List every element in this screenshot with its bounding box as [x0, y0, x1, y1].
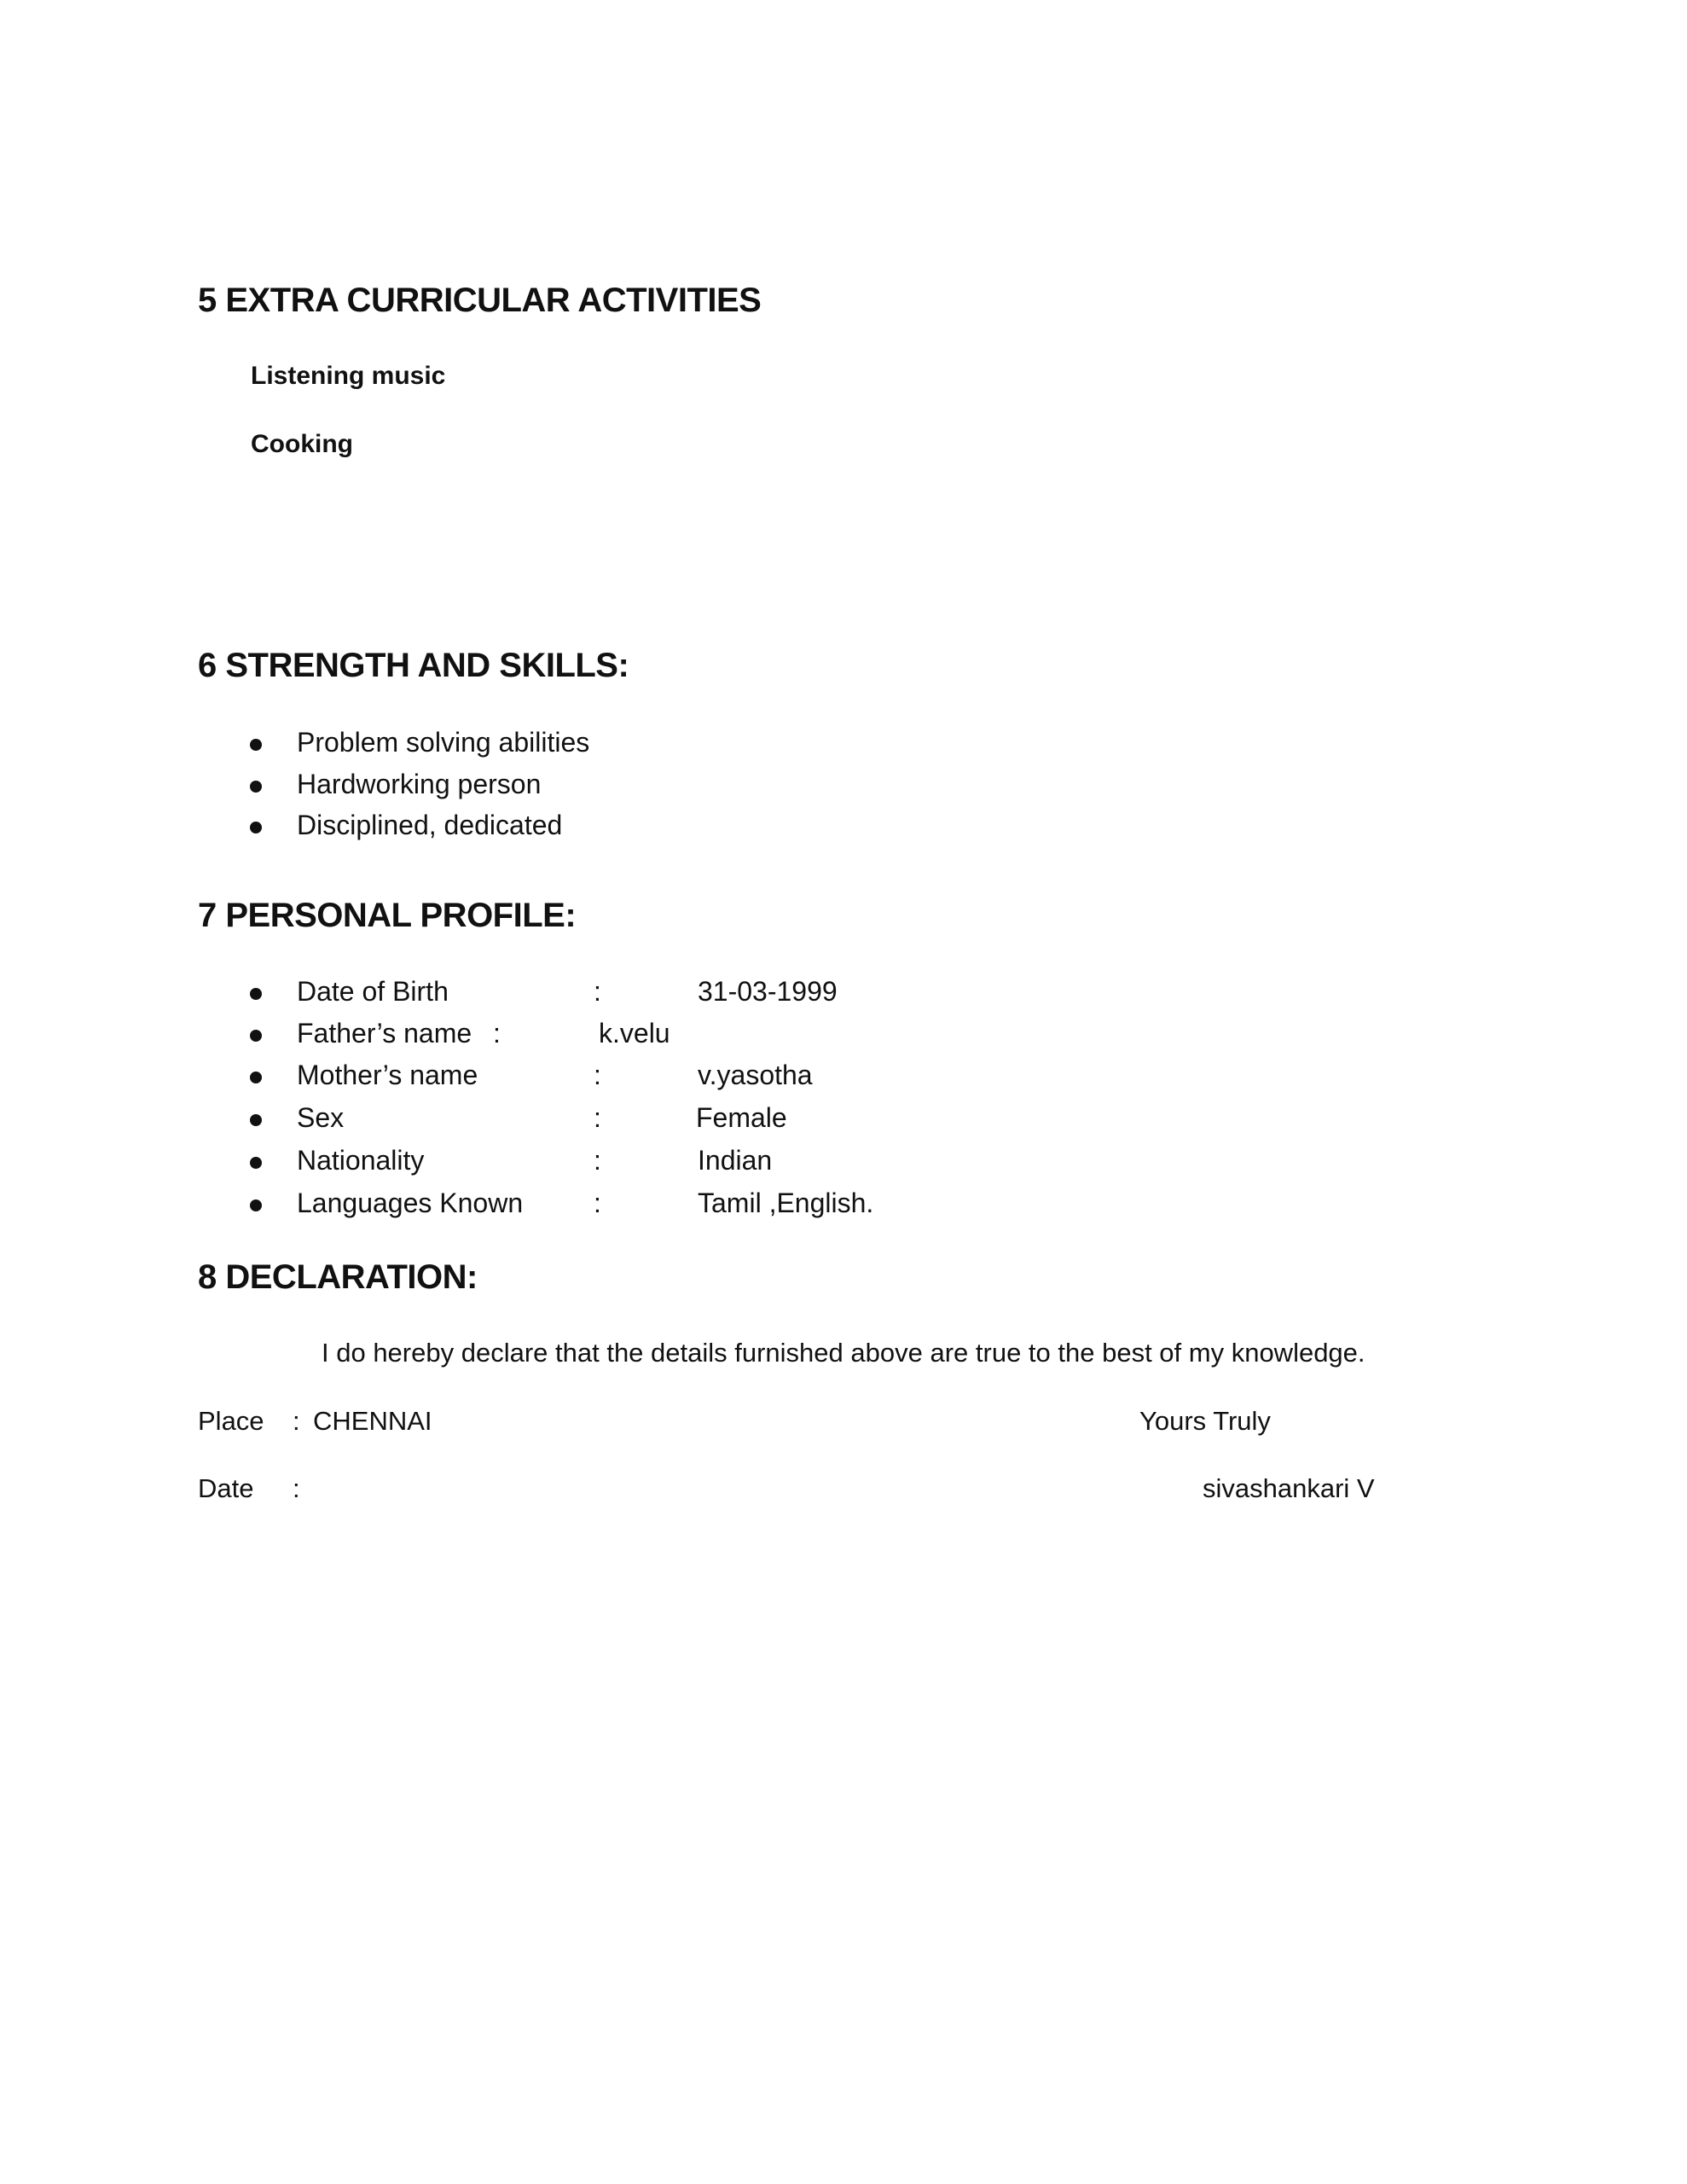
bullet-icon — [250, 739, 262, 751]
profile-label: Sex — [297, 1102, 345, 1133]
profile-label: Date of Birth — [297, 976, 449, 1007]
profile-label: Languages Known — [297, 1188, 524, 1218]
declaration-text: I do hereby declare that the details furnished above are true to the best of my knowledge. — [322, 1338, 1365, 1368]
place-value: CHENNAI — [313, 1406, 432, 1436]
bullet-icon — [250, 1072, 262, 1083]
section-heading-declaration: 8 DECLARATION: — [198, 1258, 478, 1296]
signature-name: sivashankari V — [1203, 1473, 1375, 1503]
bullet-icon — [250, 988, 262, 1000]
profile-value: 31-03-1999 — [698, 976, 838, 1007]
profile-separator: : — [594, 1145, 601, 1176]
closing-text: Yours Truly — [1139, 1406, 1271, 1436]
bullet-icon — [250, 1199, 262, 1211]
profile-label: Mother’s name — [297, 1060, 478, 1090]
strength-item: Problem solving abilities — [297, 727, 590, 758]
place-separator: : — [293, 1406, 300, 1436]
bullet-icon — [250, 1157, 262, 1169]
profile-value: Tamil ,English. — [698, 1188, 874, 1218]
bullet-icon — [250, 822, 262, 834]
bullet-icon — [250, 1030, 262, 1042]
profile-value: Indian — [698, 1145, 773, 1176]
profile-value: k.velu — [599, 1018, 670, 1048]
activity-item: Listening music — [251, 362, 446, 390]
section-heading-activities: 5 EXTRA CURRICULAR ACTIVITIES — [198, 282, 762, 319]
profile-separator: : — [493, 1018, 501, 1048]
profile-value: Female — [696, 1102, 787, 1133]
profile-label: Nationality — [297, 1145, 425, 1176]
strength-item: Hardworking person — [297, 769, 542, 799]
strength-item: Disciplined, dedicated — [297, 810, 563, 840]
profile-separator: : — [594, 1188, 601, 1218]
bullet-icon — [250, 781, 262, 793]
profile-separator: : — [594, 1102, 601, 1133]
profile-label: Father’s name — [297, 1018, 472, 1048]
bullet-icon — [250, 1114, 262, 1126]
section-heading-profile: 7 PERSONAL PROFILE: — [198, 897, 577, 934]
place-label: Place — [198, 1406, 264, 1436]
profile-separator: : — [594, 1060, 601, 1090]
section-heading-strengths: 6 STRENGTH AND SKILLS: — [198, 647, 629, 684]
profile-value: v.yasotha — [698, 1060, 813, 1090]
activity-item: Cooking — [251, 430, 353, 458]
date-label: Date — [198, 1473, 254, 1503]
date-separator: : — [293, 1473, 300, 1503]
profile-separator: : — [594, 976, 601, 1007]
